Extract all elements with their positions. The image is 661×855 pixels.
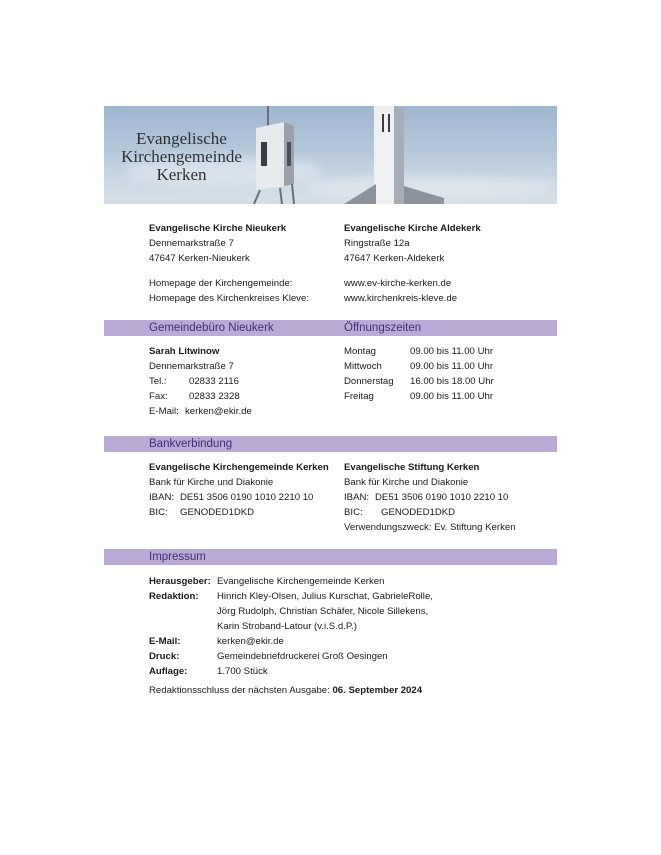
opening-hours [344,344,494,404]
publisher-value: Evangelische Kirchengemeinde Kerken [217,576,385,587]
bic-row [149,505,329,520]
office-fax-label: Fax: [149,391,168,402]
section-heading-office: Gemeindebüro Nieukerk [149,322,274,334]
hours-time: 09.00 bis 11.00 Uhr [410,346,494,357]
office-contact [149,344,252,419]
impressum-editors-row [149,589,433,604]
account-holder: Evangelische Kirchengemeinde Kerken [149,462,329,473]
office-email-label: E-Mail: [149,406,179,417]
deadline-text: Redaktionsschluss der nächsten Ausgabe: [149,685,330,696]
left-tower [254,106,294,204]
church-city: 47647 Kerken-Nieukerk [149,253,250,264]
office-phone: 02833 2116 [189,376,239,387]
editors-line: Jörg Rudolph, Christian Schäfer, Nicole Sillekens, [217,606,429,617]
editors-label: Redaktion: [149,591,199,602]
section-bar-bank [104,436,557,452]
homepage-urls [344,276,457,306]
bic-label: BIC: [344,507,363,518]
header-banner [104,106,557,204]
payment-purpose: Verwendungszweck: Ev. Stiftung Kerken [344,522,516,533]
office-phone-row [149,374,252,389]
bank-account-foundation [344,460,516,535]
office-person: Sarah Litwinow [149,346,220,357]
iban-row [344,490,516,505]
homepage-link-district[interactable]: www.kirchenkreis-kleve.de [344,293,458,304]
deadline-line [149,683,433,698]
impressum-email[interactable]: kerken@ekir.de [217,636,284,647]
church-street: Ringstraße 12a [344,238,410,249]
hours-time: 09.00 bis 11.00 Uhr [410,391,494,402]
office-email[interactable]: kerken@ekir.de [185,406,252,417]
church-aldekerk [344,221,481,266]
bic-row [344,505,516,520]
account-holder: Evangelische Stiftung Kerken [344,462,480,473]
impressum-email-row [149,634,433,649]
iban-label: IBAN: [149,492,175,503]
editors-line: Hinrich Kley-Olsen, Julius Kurschat, GabrieleRolle, [217,591,433,602]
print-value: Gemeindebriefdruckerei Groß Oesingen [217,651,388,662]
banner-title-line: Evangelische [136,129,227,148]
homepage-label-parish: Homepage der Kirchengemeinde: [149,278,293,289]
impressum-editors-row [149,604,433,619]
iban-label: IBAN: [344,492,370,503]
hours-time: 16.00 bis 18.00 Uhr [410,376,494,387]
editors-line: Karin Stroband-Latour (v.i.S.d.P.) [217,621,357,632]
section-heading-hours: Öffnungszeiten [344,322,422,334]
hours-row [344,374,494,389]
hours-day: Freitag [344,391,374,402]
banner-title-line: Kerken [156,165,207,184]
iban-value: DE51 3506 0190 1010 2210 10 [180,492,314,503]
church-street: Dennemarkstraße 7 [149,238,234,249]
office-street: Dennemarkstraße 7 [149,361,234,372]
publisher-label: Herausgeber: [149,576,211,587]
run-label: Auflage: [149,666,188,677]
impressum-print-row [149,649,433,664]
bank-name: Bank für Kirche und Diakonie [344,477,469,488]
church-name: Evangelische Kirche Nieukerk [149,223,287,234]
section-heading-impressum: Impressum [149,551,206,563]
impressum-editors-row [149,619,433,634]
right-tower [344,106,444,204]
section-bar-impressum [104,549,557,565]
office-email-row [149,404,252,419]
hours-day: Mittwoch [344,361,382,372]
impressum-run-row [149,664,433,679]
bic-label: BIC: [149,507,168,518]
bank-name: Bank für Kirche und Diakonie [149,477,274,488]
bic-value: GENODED1DKD [381,507,456,518]
homepage-labels [149,276,309,306]
hours-day: Donnerstag [344,376,394,387]
office-fax-row [149,389,252,404]
run-value: 1.700 Stück [217,666,268,677]
church-city: 47647 Kerken-Aldekerk [344,253,445,264]
iban-value: DE51 3506 0190 1010 2210 10 [375,492,509,503]
homepage-label-district: Homepage des Kirchenkreises Kleve: [149,293,309,304]
impressum-block [149,574,433,698]
bic-value: GENODED1DKD [180,507,255,518]
hours-row [344,359,494,374]
deadline-date: 06. September 2024 [332,685,423,696]
banner-title-line: Kirchengemeinde [121,147,242,166]
church-nieukerk [149,221,286,266]
office-fax: 02833 2328 [189,391,240,402]
impressum-email-label: E-Mail: [149,636,181,647]
section-bar-office [104,320,557,336]
hours-day: Montag [344,346,376,357]
impressum-publisher-row [149,574,433,589]
church-name: Evangelische Kirche Aldekerk [344,223,481,234]
hours-row [344,389,494,404]
bank-account-parish [149,460,329,520]
hours-row [344,344,494,359]
print-label: Druck: [149,651,180,662]
banner-title [104,130,259,184]
iban-row [149,490,329,505]
section-heading-bank: Bankverbindung [149,438,233,450]
homepage-link-parish[interactable]: www.ev-kirche-kerken.de [344,278,452,289]
hours-time: 09.00 bis 11.00 Uhr [410,361,494,372]
office-phone-label: Tel.: [149,376,167,387]
